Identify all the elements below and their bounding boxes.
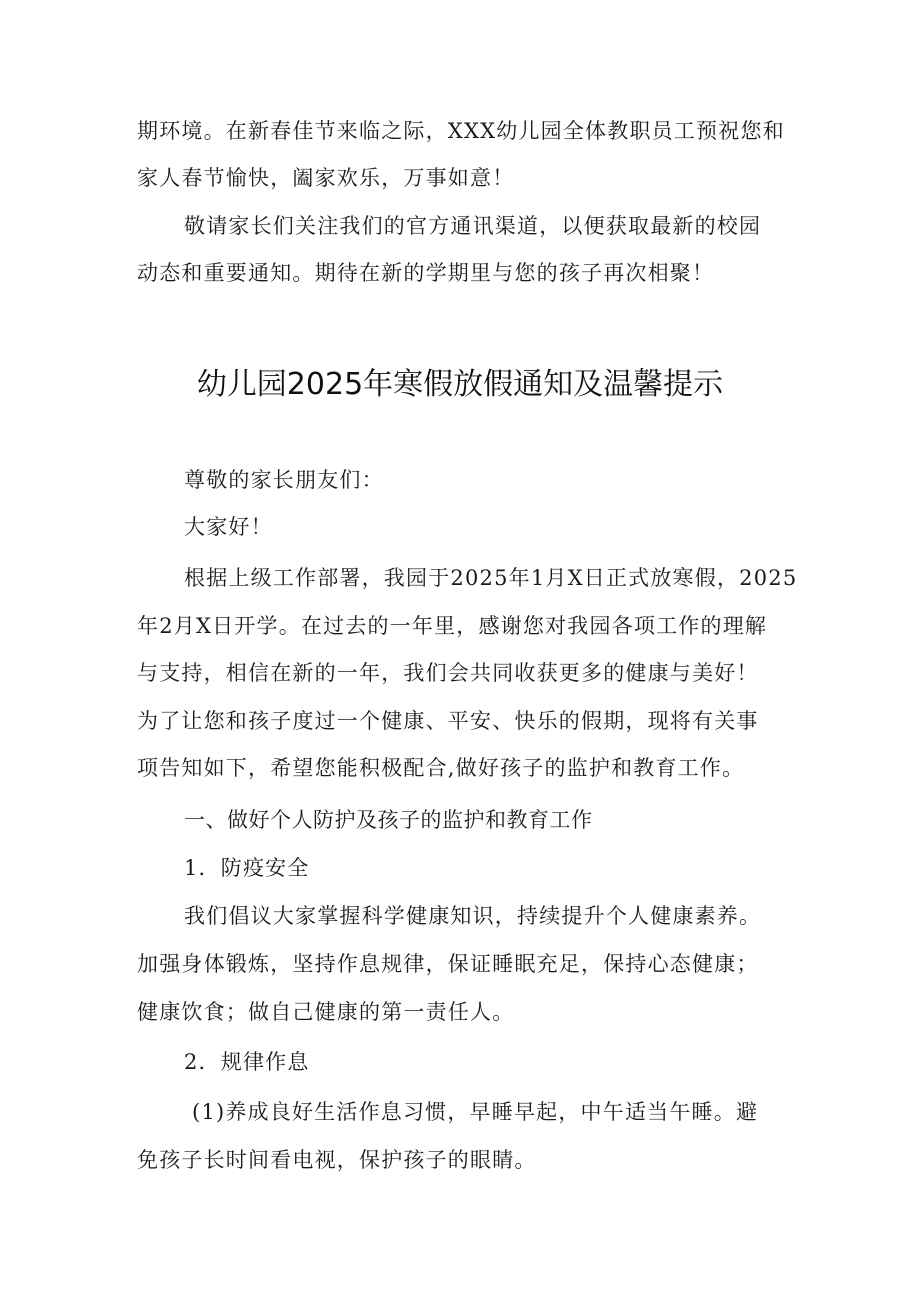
intro-line-1: 期环境。在新春佳节来临之际，XXX幼儿园全体教职员工预祝您和	[137, 119, 785, 143]
intro-line-4: 动态和重要通知。期待在新的学期里与您的孩子再次相聚！	[137, 261, 715, 285]
body-line-4: 为了让您和孩子度过一个健康、平安、快乐的假期，现将有关事	[137, 709, 759, 733]
item-2-sub-1-line-2: 免孩子长时间看电视，保护孩子的眼睛。	[137, 1148, 537, 1172]
intro-line-2: 家人春节愉快，阖家欢乐，万事如意！	[137, 166, 515, 190]
section-1-heading: 一、做好个人防护及孩子的监护和教育工作	[184, 808, 593, 832]
body-line-2: 年2月X日开学。在过去的一年里，感谢您对我园各项工作的理解	[137, 614, 768, 638]
salutation: 尊敬的家长朋友们：	[184, 468, 384, 492]
notice-title: 幼儿园2025年寒假放假通知及温馨提示	[196, 367, 724, 402]
body-line-1: 根据上级工作部署，我园于2025年1月X日正式放寒假，2025	[184, 566, 798, 590]
hello-line: 大家好！	[184, 515, 273, 539]
item-1-title: 1．防疫安全	[184, 856, 310, 880]
body-line-5: 项告知如下，希望您能积极配合,做好孩子的监护和教育工作。	[137, 756, 745, 780]
item-1-line-1: 我们倡议大家掌握科学健康知识，持续提升个人健康素养。	[184, 904, 762, 928]
intro-line-3: 敬请家长们关注我们的官方通讯渠道，以便获取最新的校园	[184, 214, 762, 238]
item-1-line-3: 健康饮食；做自己健康的第一责任人。	[137, 1000, 515, 1024]
body-line-3: 与支持，相信在新的一年，我们会共同收获更多的健康与美好！	[137, 661, 759, 685]
item-1-line-2: 加强身体锻炼，坚持作息规律，保证睡眠充足，保持心态健康；	[137, 952, 759, 976]
item-2-sub-1-line-1: (1)养成良好生活作息习惯，早睡早起，中午适当午睡。避	[192, 1100, 759, 1124]
item-2-title: 2．规律作息	[184, 1050, 310, 1074]
